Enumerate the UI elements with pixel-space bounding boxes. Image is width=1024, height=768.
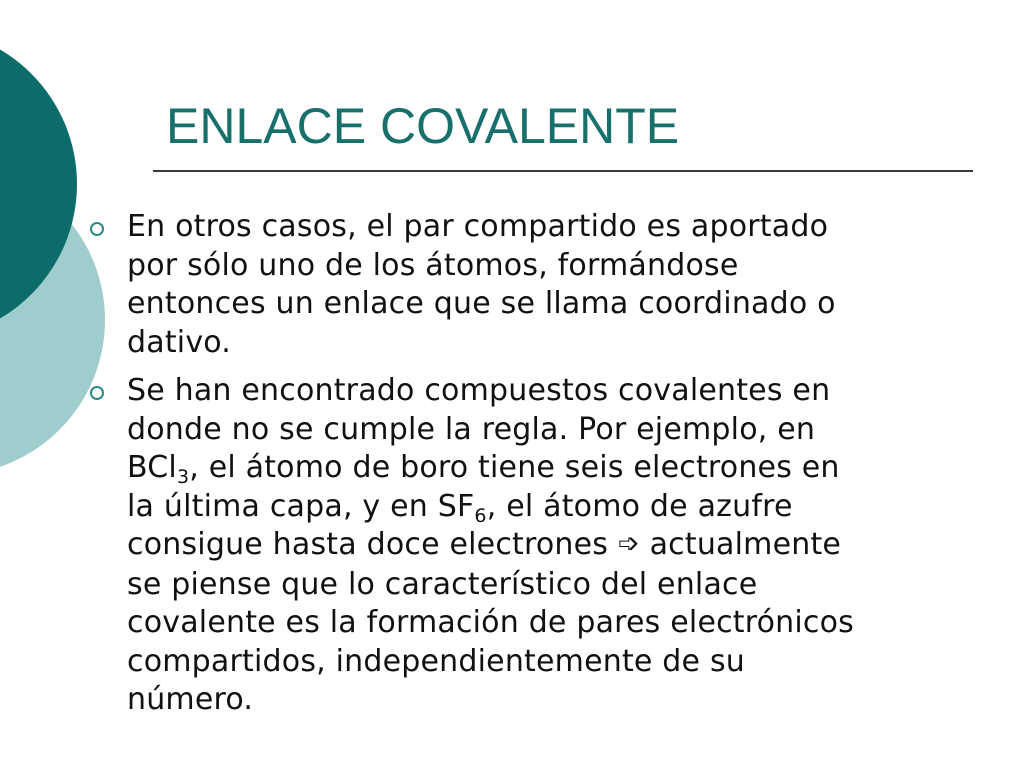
text-line: covalente es la formación de pares electrónicos (127, 605, 855, 640)
text-line: donde no se cumple la regla. Por ejemplo, en (127, 411, 816, 447)
bullet-item (84, 372, 984, 720)
text-segment: consigue hasta doce electrones (127, 527, 618, 562)
bullet-text (127, 208, 984, 362)
bullet-list (84, 208, 984, 730)
title-divider (153, 170, 973, 172)
text-line: dativo. (127, 324, 232, 360)
text-line: compartidos, independientemente de su (127, 643, 745, 679)
text-line: se piense que lo característico del enlace (127, 566, 758, 602)
circle-bullet-icon (90, 386, 104, 400)
text-line: número. (127, 682, 254, 717)
text-segment: la última capa, y en SF (127, 488, 475, 524)
text-line: entonces un enlace que se llama coordinado o (127, 286, 836, 321)
text-line: por sólo uno de los átomos, formándose (127, 247, 739, 283)
bullet-item (84, 208, 984, 362)
text-segment: , el átomo de boro tiene seis electrones en (189, 450, 840, 485)
slide-title: ENLACE COVALENTE (166, 98, 680, 154)
subscript: 3 (176, 466, 190, 488)
text-segment: actualmente (639, 527, 842, 562)
text-line (127, 449, 984, 488)
text-line (127, 526, 984, 566)
outlined-right-arrow-icon: ➩ (617, 529, 640, 559)
text-line (127, 488, 984, 527)
text-line: En otros casos, el par compartido es aportado (127, 209, 829, 244)
bullet-text (127, 372, 984, 720)
text-segment: , el átomo de azufre (486, 488, 793, 524)
text-line: Se han encontrado compuestos covalentes en (127, 373, 831, 408)
text-segment: BCl (127, 450, 177, 485)
subscript: 6 (474, 504, 487, 527)
circle-bullet-icon (90, 222, 104, 236)
